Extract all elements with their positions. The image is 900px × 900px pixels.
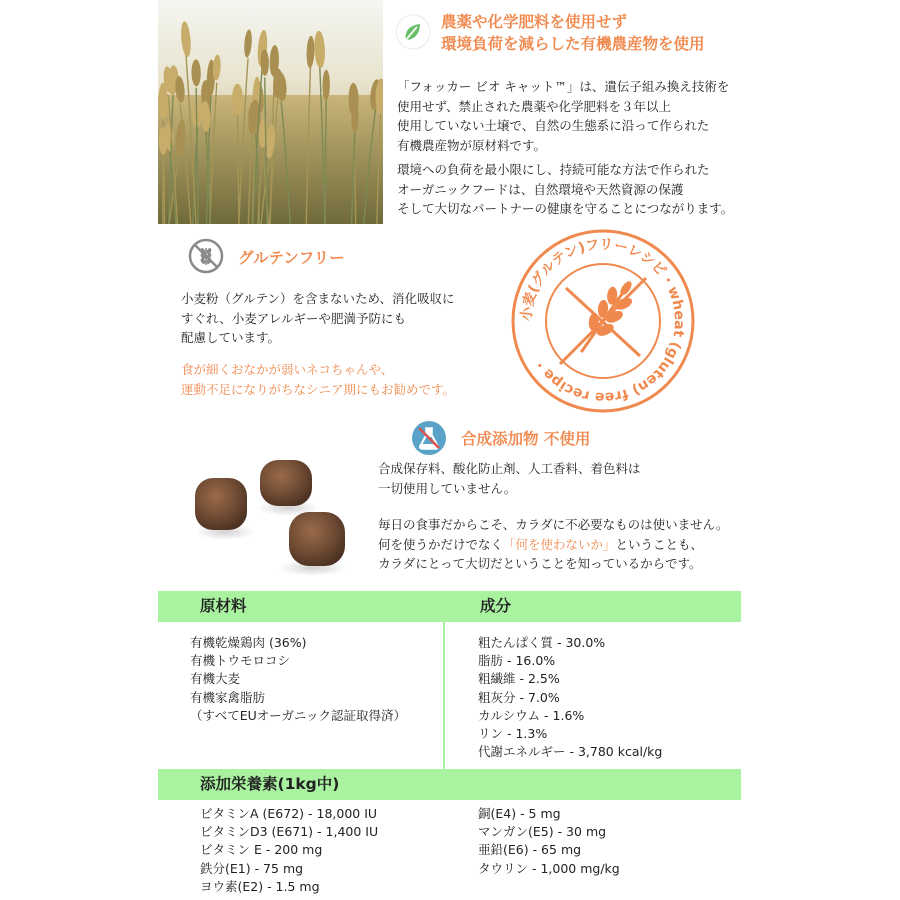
wheat-crossed-icon	[188, 238, 224, 274]
list-item: リン - 1.3%	[478, 726, 548, 742]
text-fragment: ということも、	[615, 536, 704, 552]
text-line	[378, 535, 728, 555]
text-line: 環境への負荷を最小限にし、持続可能な方法で作られた	[397, 162, 710, 177]
text-line: 一切使用していません。	[378, 480, 517, 496]
list-item: 脂肪 - 16.0%	[478, 653, 556, 669]
list-item: マンガン(E5) - 30 mg	[478, 824, 607, 840]
leaf-icon	[395, 14, 431, 50]
wheat-field-illustration	[158, 0, 383, 224]
added-nutrients-header-band	[158, 769, 741, 800]
gluten-free-text	[181, 289, 455, 348]
text-line: すぐれ、小麦アレルギーや肥満予防にも	[181, 310, 406, 326]
organic-heading-line1: 農薬や化学肥料を使用せず	[441, 13, 628, 31]
wheat-field-photo	[158, 0, 383, 224]
ingredients-header: 原材料	[200, 597, 247, 615]
organic-heading-line2: 環境負荷を減らした有機農産物を使用	[441, 35, 705, 53]
list-item: 鉄分(E1) - 75 mg	[200, 860, 304, 876]
list-item: 有機トウモロコシ	[190, 653, 291, 669]
text-line: 小麦粉（グルテン）を含まないため、消化吸収に	[181, 291, 455, 306]
list-item: 有機乾燥鶏肉 (36%)	[190, 635, 307, 650]
list-item: 有機家禽脂肪	[190, 689, 266, 705]
text-line: 運動不足になりがちなシニア期にもお勧めです。	[181, 381, 456, 397]
text-fragment: 何を使うかだけでなく	[378, 536, 504, 552]
list-item: ビタミンA (E672) - 18,000 IU	[200, 806, 378, 821]
added-nutrients-list-left	[200, 805, 378, 896]
text-line: カラダにとって大切だということを知っているからです。	[378, 556, 702, 571]
gluten-free-heading: グルテンフリー	[238, 249, 345, 267]
gluten-free-note	[181, 360, 455, 399]
text-line: 「フォッカー ビオ キャット™」は、遺伝子組み換え技術を	[397, 79, 730, 94]
text-line: オーガニックフードは、自然環境や天然資源の保護	[397, 181, 684, 197]
organic-heading	[441, 11, 705, 55]
text-line: そして大切なパートナーの健康を守ることにつながります。	[397, 201, 734, 216]
list-item: 有機大麦	[190, 671, 241, 687]
organic-paragraph-1	[397, 77, 729, 155]
additive-free-heading: 合成添加物 不使用	[461, 430, 591, 448]
list-item: 亜鉛(E6) - 65 mg	[478, 842, 582, 858]
column-divider	[443, 622, 445, 769]
additive-free-text-2	[378, 515, 728, 574]
list-item: 代謝エネルギー - 3,780 kcal/kg	[478, 744, 663, 760]
text-line: 有機農産物が原材料です。	[397, 137, 547, 153]
list-item: ビタミン E - 200 mg	[200, 842, 323, 858]
ingredients-analysis-header-band	[158, 591, 741, 622]
list-item: タウリン - 1,000 mg/kg	[478, 860, 620, 876]
text-line: 毎日の食事だからこそ、カラダに不必要なものは使いません。	[378, 517, 729, 532]
list-item: 粗繊維 - 2.5%	[478, 671, 560, 687]
ingredients-list	[190, 634, 406, 725]
list-item: 粗灰分 - 7.0%	[478, 689, 560, 705]
list-item: ビタミンD3 (E671) - 1,400 IU	[200, 824, 379, 840]
organic-paragraph-2	[397, 160, 733, 219]
list-item: 粗たんぱく質 - 30.0%	[478, 635, 606, 650]
text-line: 使用していない土壌で、自然の生態系に沿って作られた	[397, 118, 710, 133]
highlight-text: 「何を使わないか」	[503, 536, 616, 552]
kibble-photo	[185, 450, 355, 580]
text-line: 配慮しています。	[181, 330, 281, 345]
list-item: カルシウム - 1.6%	[478, 707, 585, 723]
added-nutrients-list-right	[478, 805, 620, 878]
gluten-free-stamp	[508, 226, 698, 416]
flask-crossed-icon	[411, 420, 447, 456]
analysis-list	[478, 634, 662, 761]
text-line: 合成保存料、酸化防止剤、人工香料、着色料は	[378, 461, 641, 476]
list-item: 銅(E4) - 5 mg	[478, 806, 561, 821]
stamp-circular-text: 小麦(グルテン)フリーレシピ・wheat (gluten) free recipe・	[518, 236, 688, 406]
additive-free-text	[378, 459, 641, 498]
list-item: （すべてEUオーガニック認証取得済）	[190, 707, 407, 723]
analysis-header: 成分	[480, 597, 512, 615]
text-line: 使用せず、禁止された農薬や化学肥料を３年以上	[397, 98, 672, 114]
added-nutrients-header: 添加栄養素(1kg中)	[200, 775, 340, 793]
text-line: 食が細くおなかが弱いネコちゃんや、	[181, 362, 394, 377]
list-item: ヨウ素(E2) - 1.5 mg	[200, 878, 320, 894]
